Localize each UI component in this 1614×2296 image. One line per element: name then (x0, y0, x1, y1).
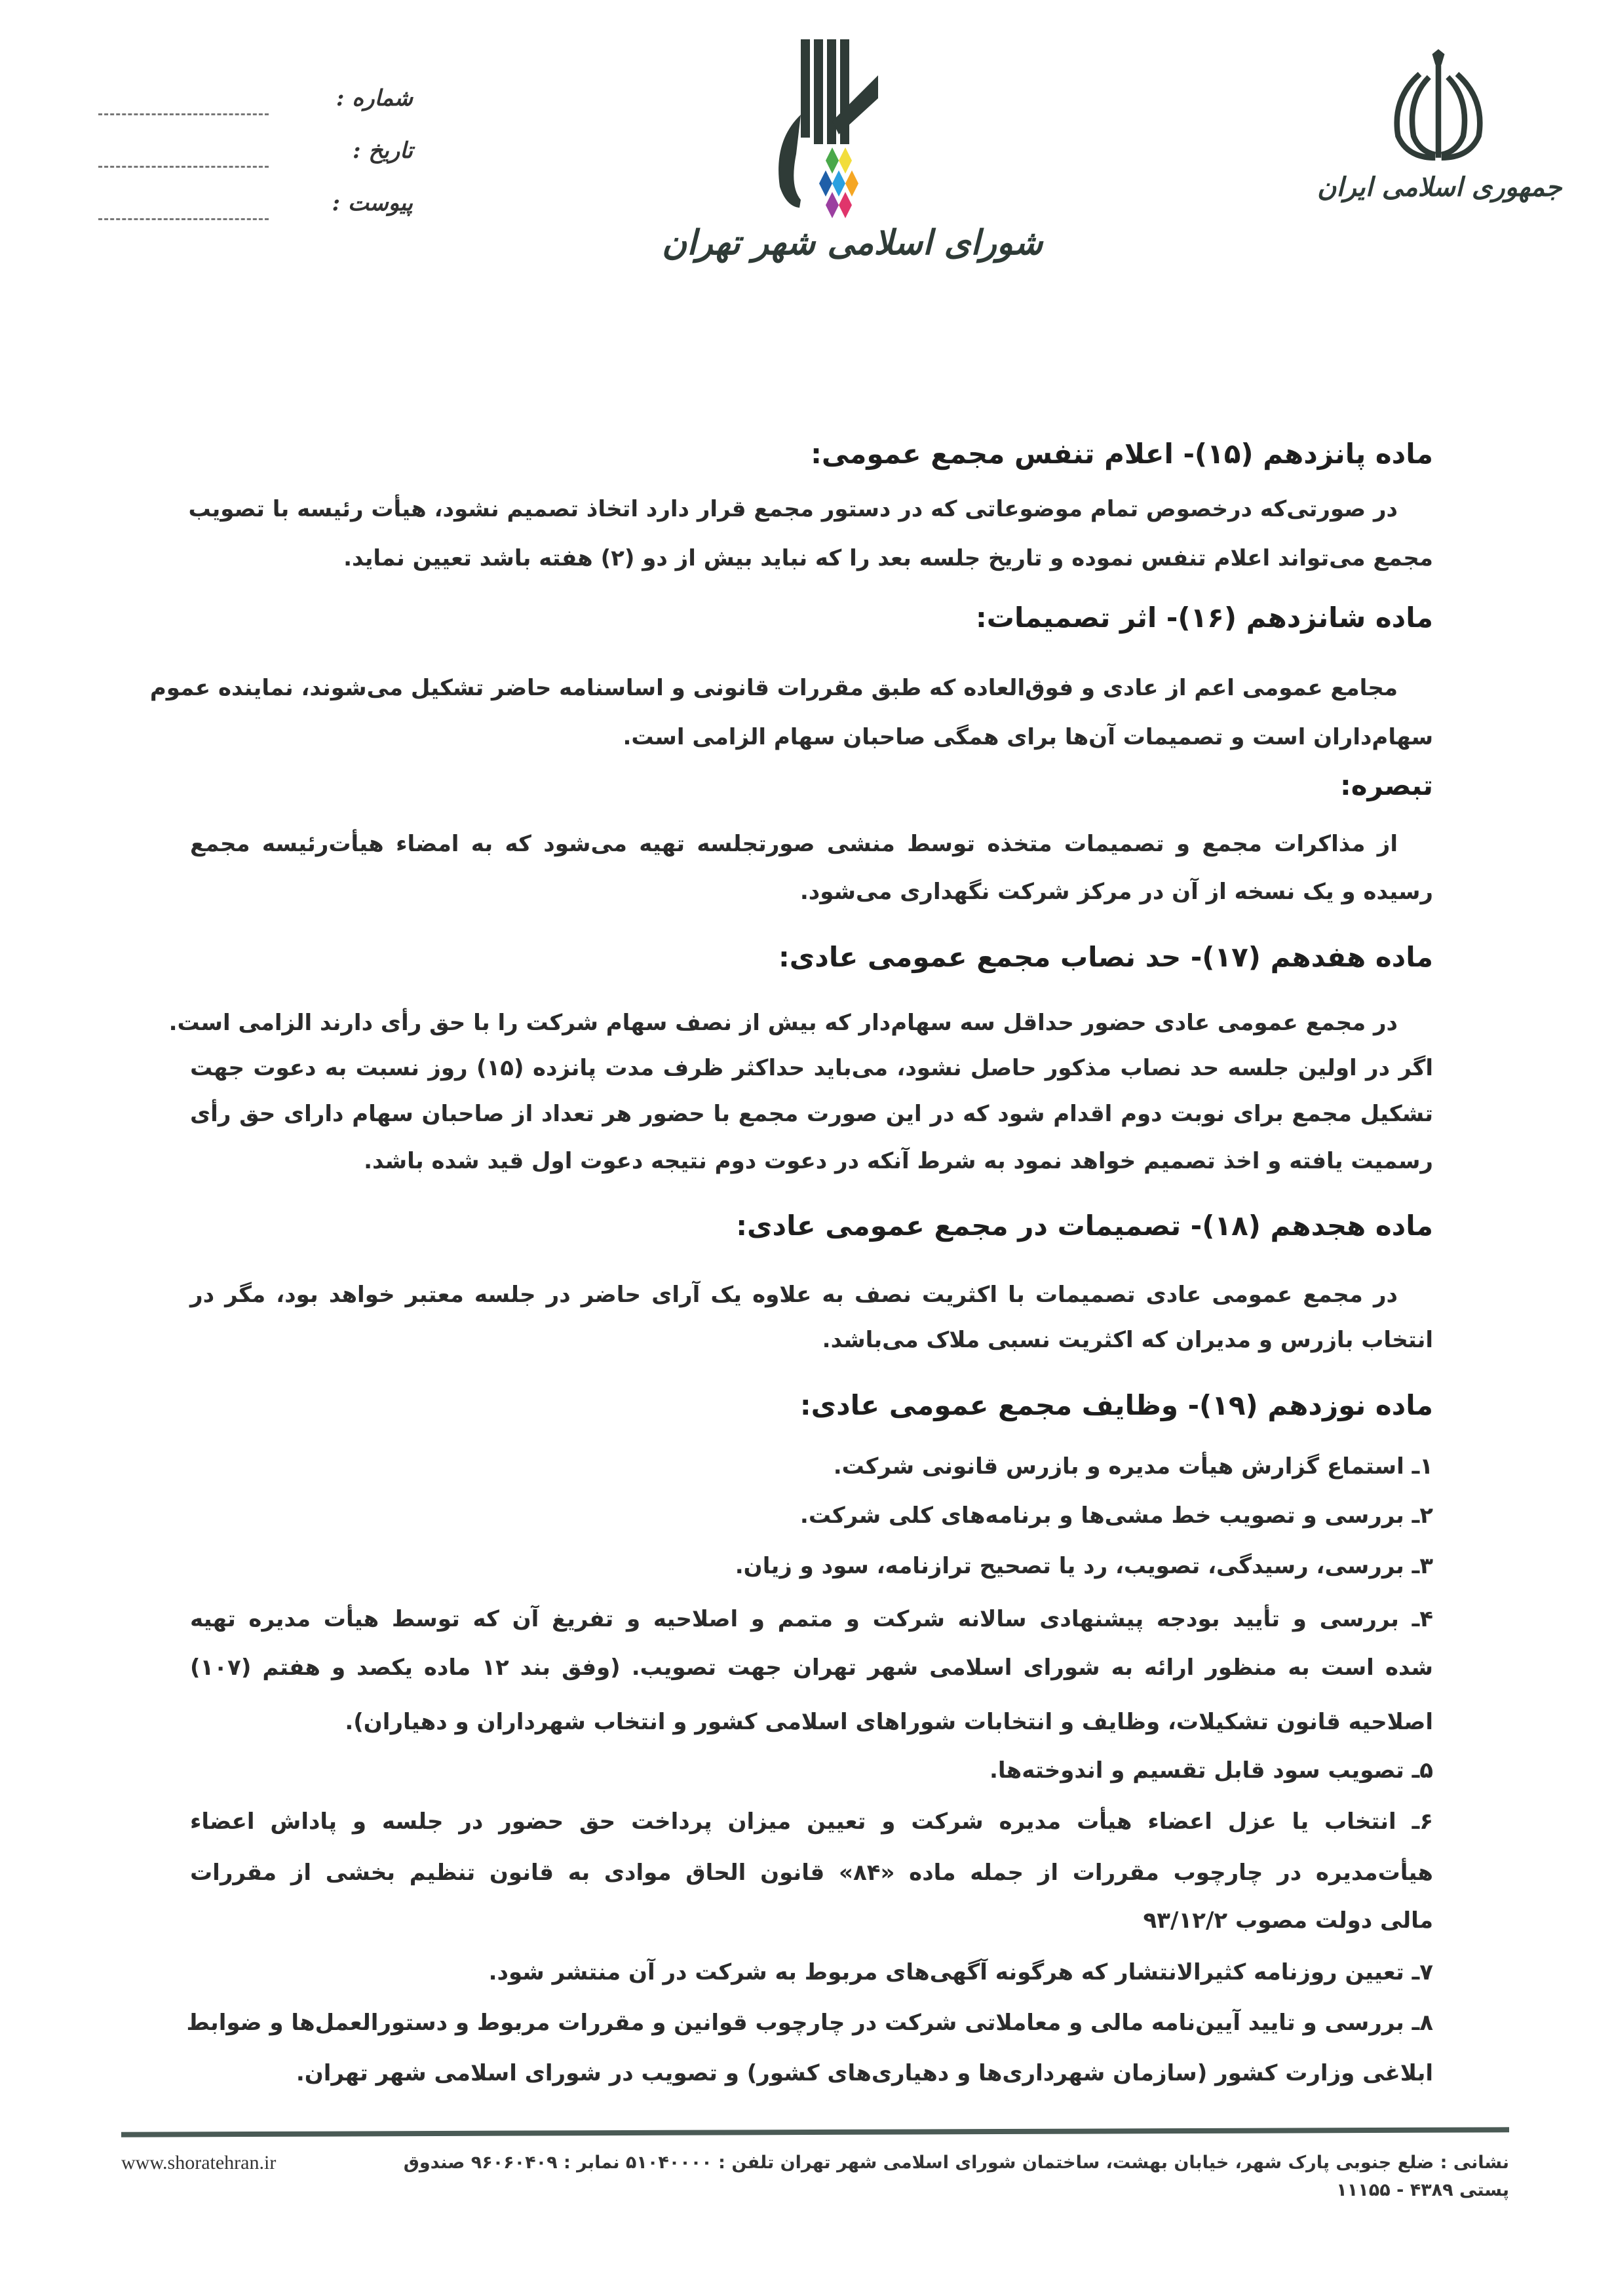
attachment-blank (98, 218, 269, 220)
note-heading: تبصره: (1339, 769, 1433, 801)
duty-item-8: ابلاغی وزارت کشور (سازمان شهرداری‌ها و دهیاری‌های کشور) و تصویب در شورای اسلامی شهر تهران. (296, 2060, 1433, 2086)
duty-item-3: ۳ـ بررسی، رسیدگی، تصویب، رد یا تصحیح ترازنامه، سود و زیان. (735, 1553, 1433, 1579)
iran-emblem-icon (1379, 49, 1497, 167)
council-logo-text: شورای اسلامی شهر تهران (662, 223, 1043, 263)
duty-item-1: ۱ـ استماع گزارش هیأت مدیره و بازرس قانونی شرکت. (833, 1453, 1433, 1480)
duty-item-5: ۵ـ تصویب سود قابل تقسیم و اندوخته‌ها. (989, 1757, 1433, 1784)
article-16-line: سهام‌داران است و تصمیمات آن‌ها برای همگی صاحبان سهام الزامی است. (623, 724, 1433, 750)
article-18-line: انتخاب بازرس و مدیران که اکثریت نسبی ملاک می‌باشد. (822, 1327, 1433, 1353)
article-15-line: مجمع می‌تواند اعلام تنفس نموده و تاریخ جلسه بعد را که نباید بیش از دو (۲) هفته باشد تعیین نماید. (343, 545, 1433, 571)
article-17-line: تشکیل مجمع برای نوبت دوم اقدام شود که در این صورت مجمع با حضور هر تعداد از صاحبان سهام دارای حق رأی (190, 1101, 1433, 1127)
note-line: از مذاکرات مجمع و تصمیمات متخذه توسط منشی صورتجلسه تهیه می‌شود که به امضاء هیأت‌رئیسه مجمع (190, 831, 1398, 857)
article-16-heading: ماده شانزدهم (۱۶)- اثر تصمیمات: (976, 602, 1433, 634)
duty-item-2: ۲ـ بررسی و تصویب خط مشی‌ها و برنامه‌های کلی شرکت. (799, 1502, 1433, 1529)
number-field (98, 85, 413, 124)
number-blank (98, 113, 269, 115)
duty-item-7: ۷ـ تعیین روزنامه کثیرالانتشار که هرگونه آگهی‌های مربوط به شرکت در آن منتشر شود. (488, 1959, 1433, 1985)
duty-item-8: ۸ـ بررسی و تایید آیین‌نامه مالی و معاملاتی شرکت در چارچوب قوانین و مقررات مربوط و دستورالعمل‌ها و ضوابط (186, 2010, 1433, 2036)
duty-item-6: هیأت‌مدیره در چارچوب مقررات از جمله ماده «۸۴» قانون الحاق موادی به قانون تنظیم بخشی از مقررات (190, 1860, 1433, 1886)
footer-divider (121, 2127, 1509, 2137)
date-blank (98, 166, 269, 168)
article-15-heading: ماده پانزدهم (۱۵)- اعلام تنفس مجمع عمومی: (811, 438, 1433, 470)
attachment-label: پیوست : (332, 190, 413, 216)
article-17-line: اگر در اولین جلسه حد نصاب مذکور حاصل نشود، می‌باید حداکثر ظرف مدت پانزده (۱۵) روز نسبت به دعوت جهت (190, 1055, 1433, 1081)
article-15-line: در صورتی‌که درخصوص تمام موضوعاتی که در دستور مجمع قرار دارد اتخاذ تصمیم نشود، هیأت رئیسه با تصویب (188, 496, 1398, 522)
article-17-line: در مجمع عمومی عادی حضور حداقل سه سهام‌دار که بیش از نصف سهام شرکت را با حق رأی دارند الزامی است. (168, 1010, 1398, 1036)
iran-emblem-text: جمهوری اسلامی ایران (1317, 172, 1562, 202)
article-17-line: رسمیت یافته و اخذ تصمیم خواهد نمود به شرط آنکه در دعوت دوم نتیجه دعوت اول قید شده باشد. (364, 1148, 1433, 1174)
article-16-line: مجامع عمومی اعم از عادی و فوق‌العاده که طبق مقررات قانونی و اساسنامه حاضر تشکیل می‌شوند، نماینده عموم (149, 675, 1398, 701)
duty-item-4: ۴ـ بررسی و تأیید بودجه پیشنهادی سالانه شرکت و متمم و اصلاحیه و تفریغ آن که توسط هیأت مدیره تهیه (190, 1606, 1433, 1632)
footer-address: نشانی : ضلع جنوبی پارک شهر، خیابان بهشت، ساختمان شورای اسلامی شهر تهران تلفن : ۵۱۰۴۰۰۰۰ نمابر : ۹۶۰۶۰۴۰۹ صندوق پستی ۴۳۸۹ - ۱۱۱۵۵ (403, 2152, 1509, 2200)
duty-item-6: ۶ـ انتخاب یا عزل اعضاء هیأت مدیره شرکت و تعیین میزان پرداخت حق حضور در جلسه و پاداش اعضاء (190, 1808, 1433, 1835)
duty-item-4: شده است به منظور ارائه به شورای اسلامی شهر تهران جهت تصویب. (وفق بند ۱۲ ماده یکصد و هفتم (۱۰۷) (190, 1655, 1433, 1681)
article-19-heading: ماده نوزدهم (۱۹)- وظایف مجمع عمومی عادی: (799, 1389, 1433, 1421)
article-18-line: در مجمع عمومی عادی تصمیمات با اکثریت نصف به علاوه یک آرای حاضر در جلسه معتبر خواهد بود، مگر در (190, 1282, 1398, 1308)
duty-item-4: اصلاحیه قانون تشکیلات، وظایف و انتخابات شوراهای اسلامی کشور و انتخاب شهرداران و دهیاران). (345, 1709, 1433, 1735)
tehran-council-logo-icon (734, 36, 904, 220)
date-label: تاریخ : (352, 138, 413, 164)
article-17-heading: ماده هفدهم (۱۷)- حد نصاب مجمع عمومی عادی: (778, 941, 1433, 973)
footer (121, 2149, 1509, 2221)
attachment-field (98, 190, 413, 229)
footer-website: www.shoratehran.ir (121, 2152, 277, 2173)
number-label: شماره : (336, 85, 413, 111)
date-field (98, 138, 413, 177)
duty-item-6: مالی دولت مصوب ۹۳/۱۲/۲ (1143, 1907, 1433, 1934)
note-line: رسیده و یک نسخه از آن در مرکز شرکت نگهداری می‌شود. (799, 879, 1433, 905)
article-18-heading: ماده هجدهم (۱۸)- تصمیمات در مجمع عمومی عادی: (736, 1210, 1433, 1242)
